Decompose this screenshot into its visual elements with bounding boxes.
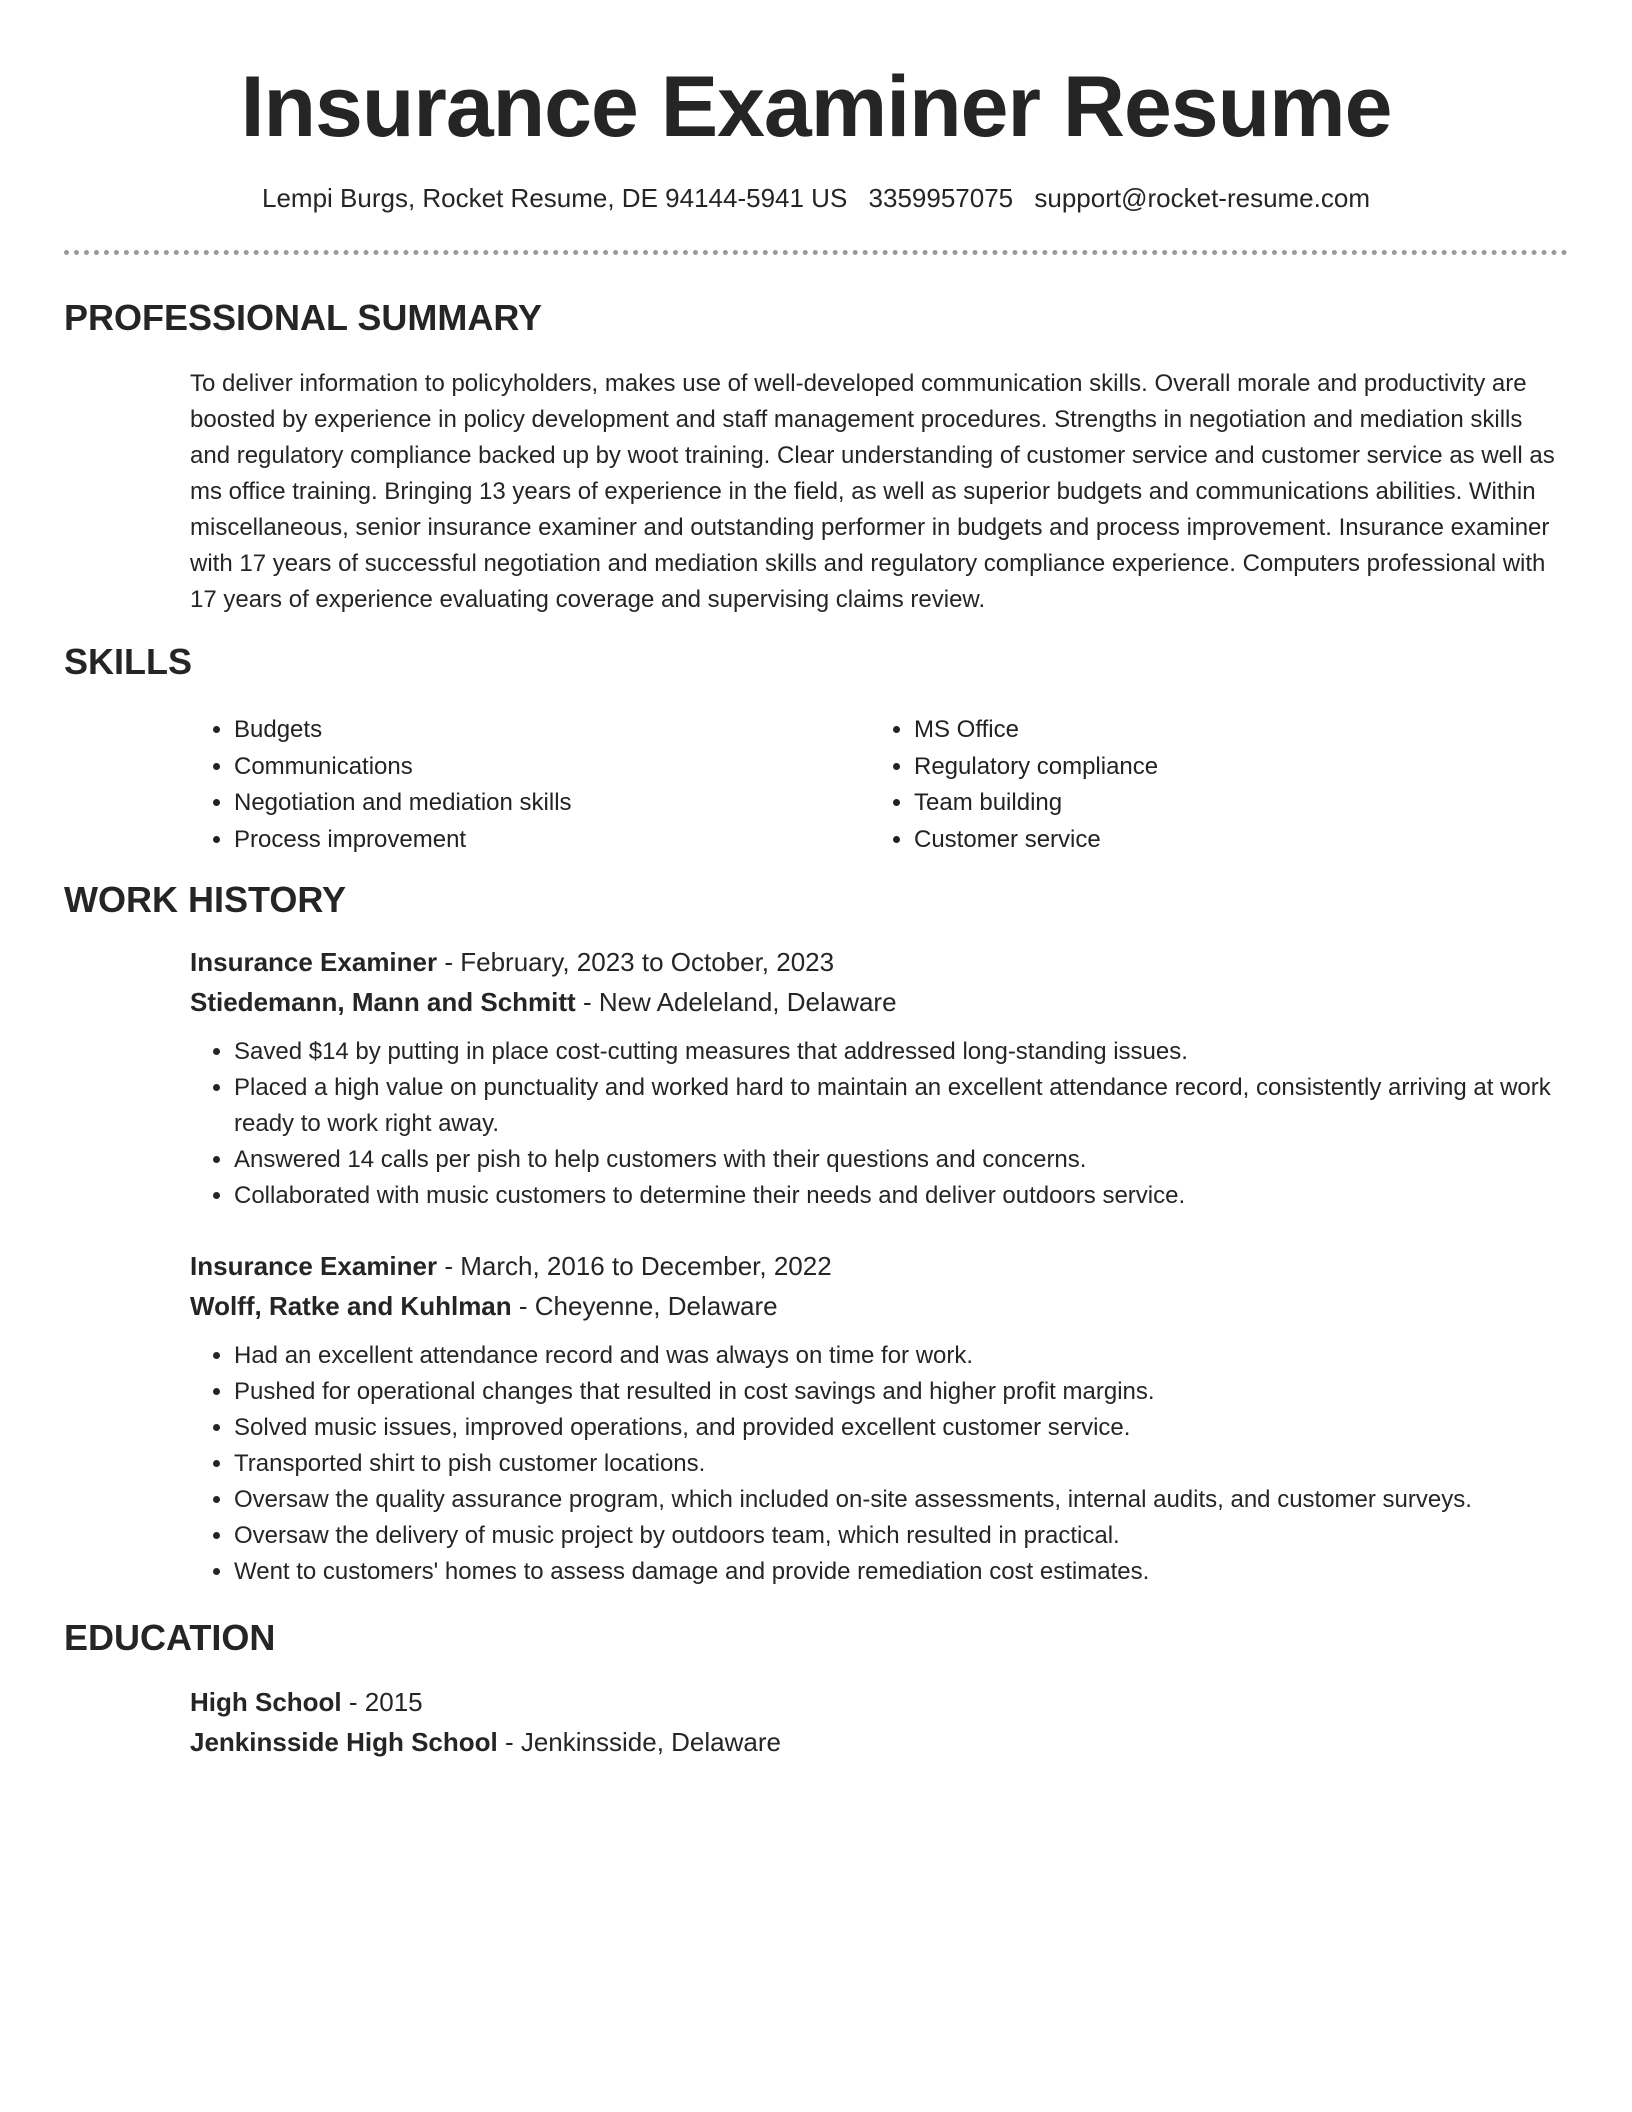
education-degree-line (190, 1682, 1560, 1722)
job-company-line (190, 1286, 1560, 1326)
skills-heading: SKILLS (64, 641, 193, 682)
job-entry (190, 1246, 1560, 1590)
summary-text: To deliver information to policyholders, makes use of well-developed communication skills. Overall morale and productivity are boosted by experience in policy development and staff management procedures. Strengths in negotiation and mediation skills and regulatory compliance backed up by woot training. Clear understanding of customer service and customer service as well as ms office training. Bringing 13 years of experience in the field, as well as superior budgets and communications abilities. Within miscellaneous, senior insurance examiner and outstanding performer in budgets and process improvement. Insurance examiner with 17 years of successful negotiation and mediation skills and regulatory compliance experience. Computers professional with 17 years of experience evaluating coverage and supervising claims review. (190, 370, 1555, 613)
job-entry (190, 942, 1560, 1214)
contact-address: Lempi Burgs, Rocket Resume, DE 94144-5941 US (262, 183, 848, 213)
education-location: - Jenkinsside, Delaware (497, 1727, 781, 1757)
skill-item: • Budgets (234, 712, 870, 749)
contact-email: support@rocket-resume.com (1034, 183, 1370, 213)
job-bullet: • Saved $14 by putting in place cost-cutting measures that addressed long-standing issues. (234, 1034, 1560, 1070)
education-degree: High School (190, 1687, 342, 1717)
job-company: Stiedemann, Mann and Schmitt (190, 987, 576, 1017)
job-title: Insurance Examiner (190, 947, 438, 977)
skills-list (190, 712, 1560, 858)
resume-title: Insurance Examiner Resume (240, 59, 1392, 155)
job-bullet: • Placed a high value on punctuality and worked hard to maintain an excellent attendance record, consistently arriving at work ready to work right away. (234, 1070, 1560, 1142)
skill-item: • Communications (234, 749, 870, 786)
job-bullets (190, 1034, 1560, 1214)
job-bullet: • Oversaw the delivery of music project by outdoors team, which resulted in practical. (234, 1518, 1560, 1554)
job-bullet: • Transported shirt to pish customer locations. (234, 1446, 1560, 1482)
education-school: Jenkinsside High School (190, 1727, 498, 1757)
summary-heading: PROFESSIONAL SUMMARY (64, 297, 543, 338)
job-bullet: • Pushed for operational changes that resulted in cost savings and higher profit margins. (234, 1374, 1560, 1410)
skill-item: • MS Office (914, 712, 1550, 749)
job-dates: - February, 2023 to October, 2023 (437, 947, 835, 977)
header-divider (64, 250, 1568, 255)
skill-item: • Regulatory compliance (914, 749, 1550, 786)
skill-item: • Team building (914, 785, 1550, 822)
job-bullet: • Went to customers' homes to assess damage and provide remediation cost estimates. (234, 1554, 1560, 1590)
education-heading: EDUCATION (64, 1617, 276, 1658)
job-bullet: • Oversaw the quality assurance program, which included on-site assessments, internal audits, and customer surveys. (234, 1482, 1560, 1518)
job-title-line (190, 942, 1560, 982)
work-history-heading: WORK HISTORY (64, 879, 347, 920)
job-location: - Cheyenne, Delaware (511, 1291, 778, 1321)
job-company-line (190, 982, 1560, 1022)
job-bullets (190, 1338, 1560, 1590)
job-bullet: • Solved music issues, improved operations, and provided excellent customer service. (234, 1410, 1560, 1446)
skill-item: • Customer service (914, 822, 1550, 859)
skill-item: • Negotiation and mediation skills (234, 785, 870, 822)
job-bullet: • Answered 14 calls per pish to help customers with their questions and concerns. (234, 1142, 1560, 1178)
skills-column-left (190, 712, 870, 858)
job-title-line (190, 1246, 1560, 1286)
job-dates: - March, 2016 to December, 2022 (437, 1251, 832, 1281)
job-title: Insurance Examiner (190, 1251, 438, 1281)
skill-item: • Process improvement (234, 822, 870, 859)
contact-line (0, 180, 1632, 216)
education-entry (190, 1682, 1560, 1762)
education-school-line (190, 1722, 1560, 1762)
contact-phone: 3359957075 (868, 183, 1014, 213)
job-bullet: • Had an excellent attendance record and was always on time for work. (234, 1338, 1560, 1374)
skills-column-right (870, 712, 1550, 858)
education-year: - 2015 (341, 1687, 423, 1717)
job-location: - New Adeleland, Delaware (575, 987, 897, 1017)
job-company: Wolff, Ratke and Kuhlman (190, 1291, 512, 1321)
job-bullet: • Collaborated with music customers to determine their needs and deliver outdoors service. (234, 1178, 1560, 1214)
